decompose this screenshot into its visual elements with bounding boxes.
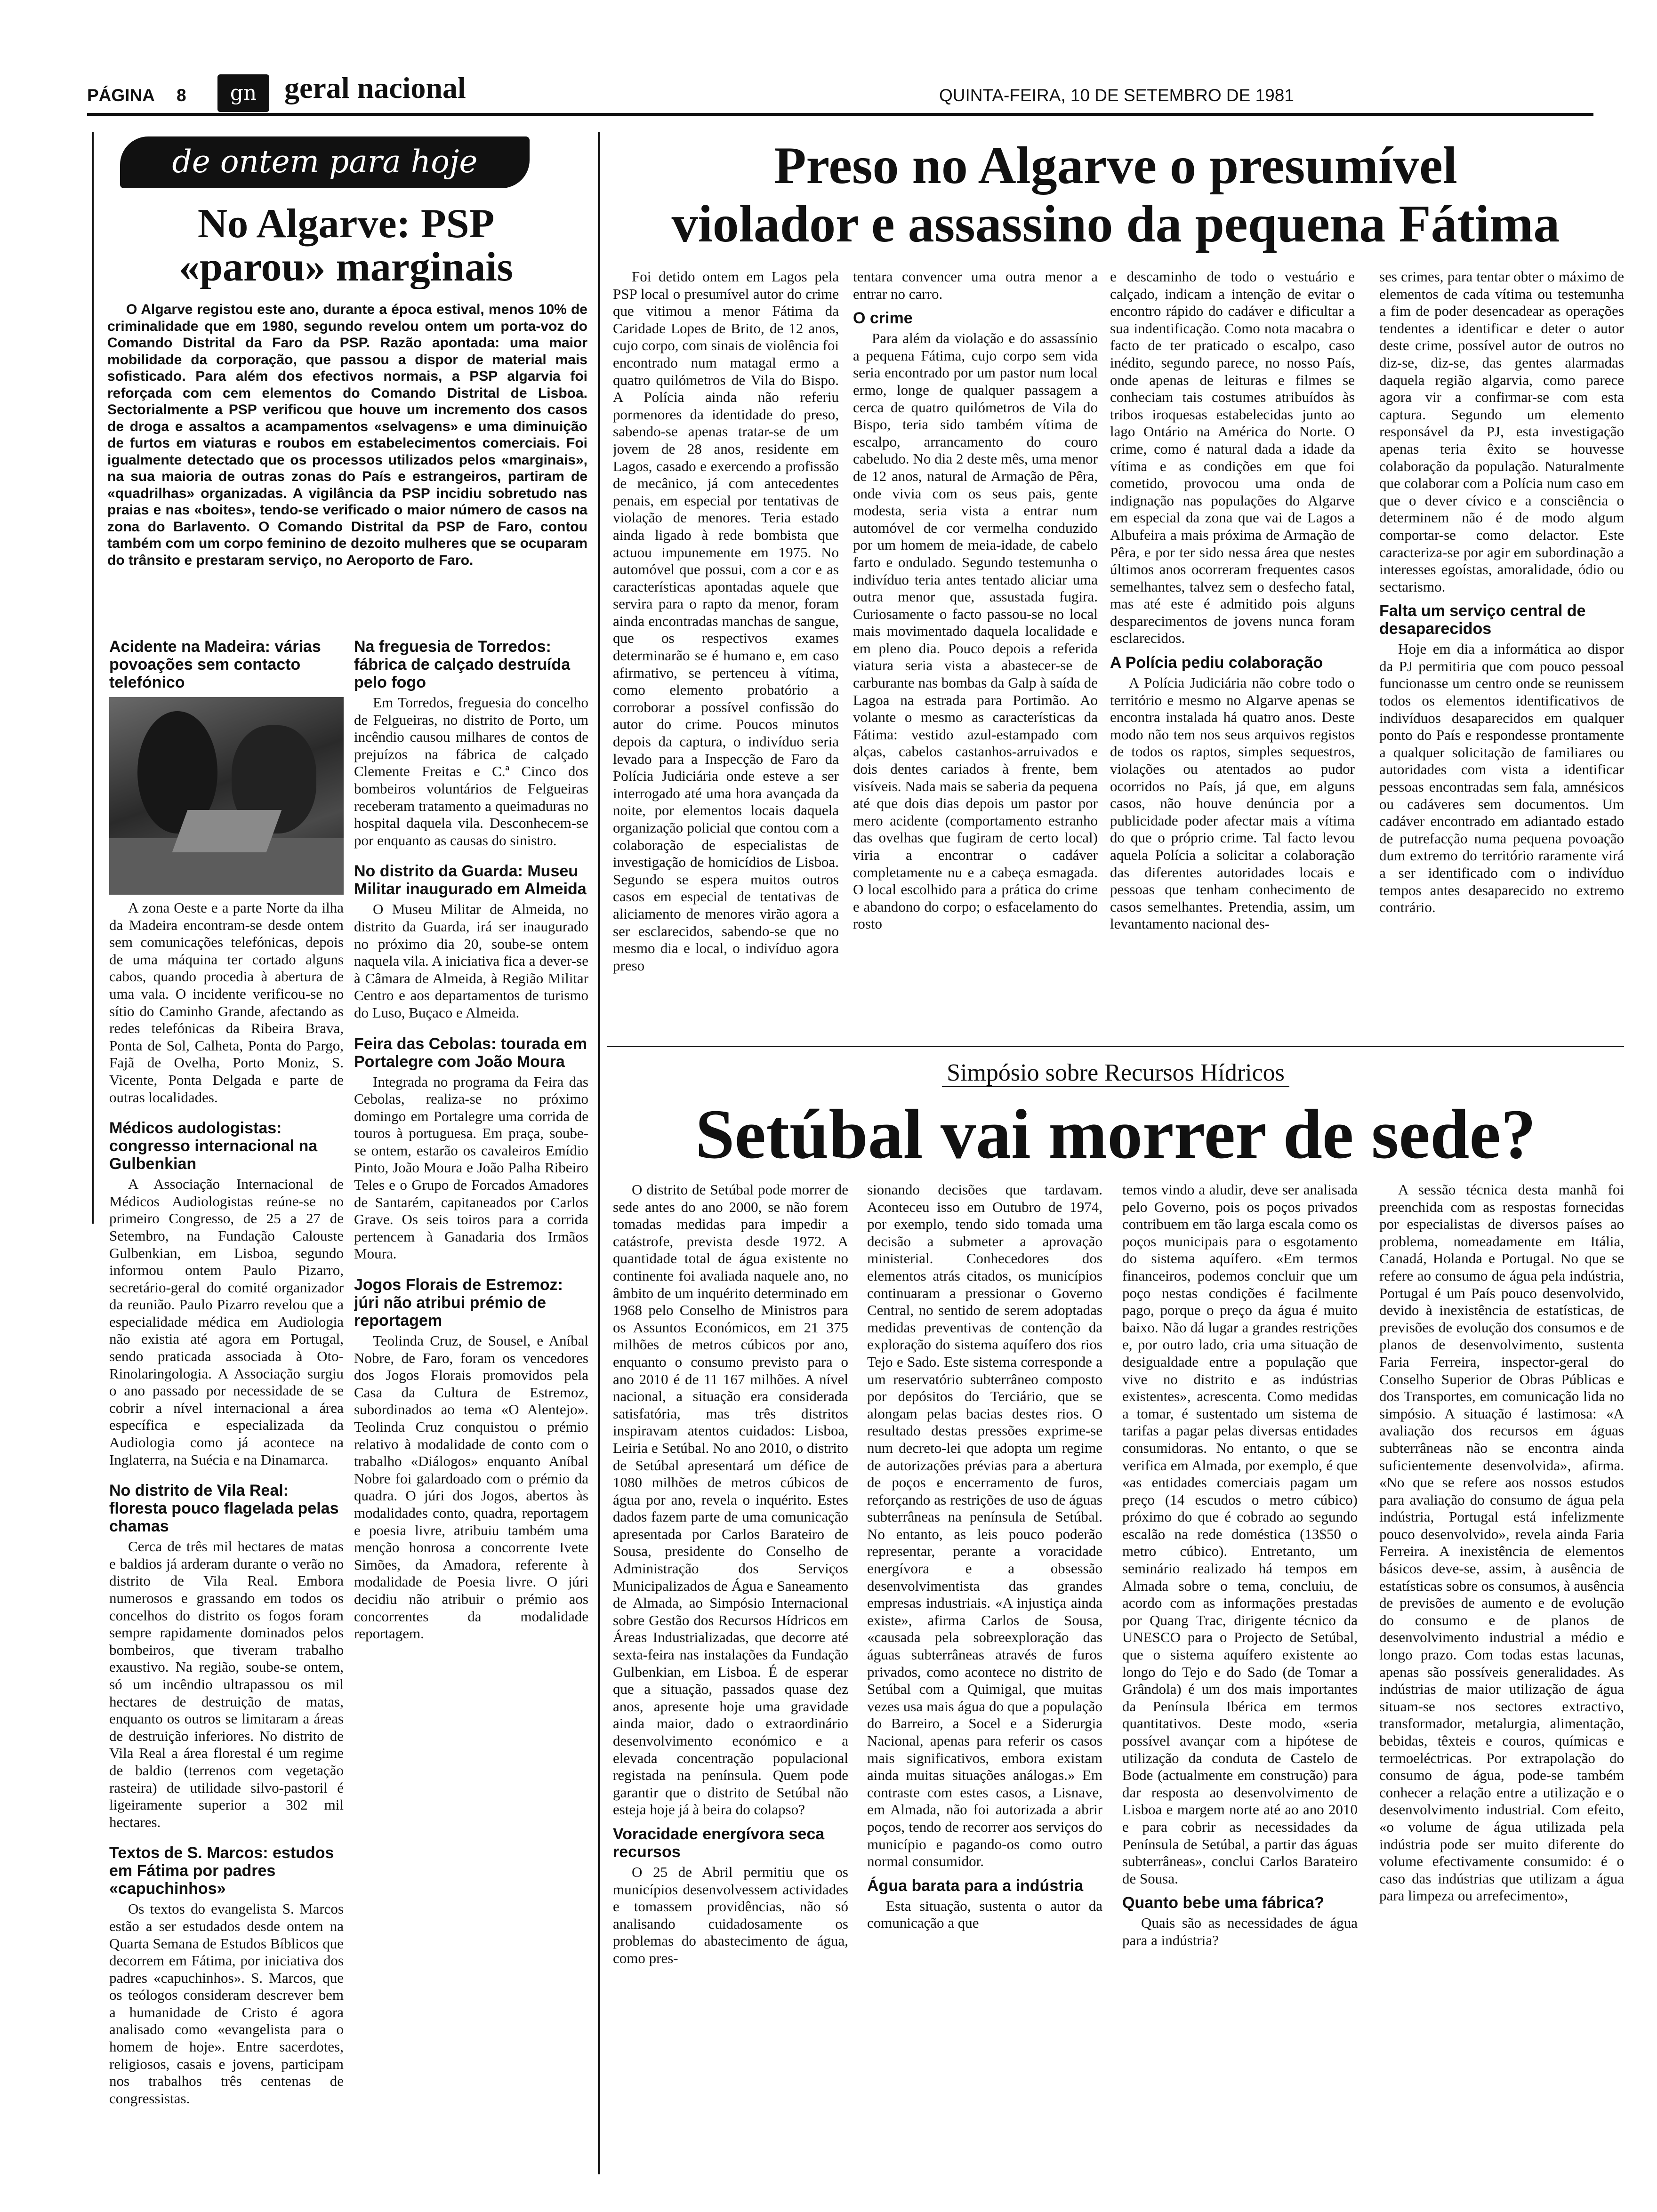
header-rule	[87, 113, 1593, 116]
guarda-title: No distrito da Guarda: Museu Militar inaugurado em Almeida	[354, 862, 587, 898]
setubal-col-3: temos vindo a aludir, deve ser analisada pelo Governo, pois os poços privados contribuem em tão larga escala como os poços municipais para o esgotamento do sistema aquífero. «Em termos financeiros, podemos concluir que um poço nestas condições é facilmente pago, porque o preço da água é muito baixo. Não dá lugar a grandes restrições e, por outro lado, cria uma situação de desigualdade entre a população que vive no distrito e as indústrias existentes», acrescenta. Como medidas a tomar, é sustentado um sistema de tarifas a pagar pelas diversas entidades consumidoras. No entanto, o que se verifica em Almada, por exemplo, é que «as entidades comerciais pagam um preço (14 escudos o metro cúbico) próximo do que é cobrado ao segundo escalão na rede doméstica (13$50 o metro cúbico). Entretanto, um seminário realizado há tempos em Almada sobre o tema, concluiu, de acordo com as informações prestadas por Quang Trac, dirigente técnico da UNESCO para o Projecto de Setúbal, que o sistema aquífero existente ao longo do Tejo e do Sado (de Tomar a Grândola) é um dos mais importantes da Península Ibérica em termos quantitativos. Deste modo, «seria possível avançar com a hipótese de utilização da conduta de Castelo de Bode (actualmente em construção) para dar resposta ao desenvolvimento de Lisboa e margem norte até ao ano 2010 e para cobrir as necessidades da Península de Setúbal, a partir das águas subterrâneas», conclui Carlos Barateiro de Sousa. Quanto bebe uma fábrica? Quais são as necessidades de água para a indústria?	[1122, 1181, 1358, 1948]
madeira-title: Acidente na Madeira: várias povoações sem contacto telefónico	[109, 638, 321, 691]
ontem-banner: de ontem para hoje	[120, 136, 530, 188]
fatima-subhead-crime: O crime	[853, 309, 913, 328]
fatima-col-3: e descaminho de todo o vestuário e calçado, indicam a intenção de evitar o encontro rápido do cadáver e dificultar a sua indentificação. Como nota macabra o facto de ter praticado o escalpo, caso inédito, segundo parece, no nosso País, onde apenas de leituras e filmes se conheciam tais costumes atribuídos às tribos iroquesas estabelecidas junto ao lago Ontário na América do Norte. O crime, como é natural dada a idade da vítima e as condições em que foi cometido, provocou uma onda de indignação nas populações do Algarve em especial da zona que vai de Lagos a Albufeira a mais próxima de Armação de Pêra, e por ter sido nessa área que nestes últimos anos ocorreram frequentes casos semelhantes, talvez sem o desfecho fatal, mas até este é admitido pois alguns desparecimentos de jovens nunca foram esclarecidos. A Polícia pediu colaboração A Polícia Judiciária não cobre todo o território e mesmo no Algarve apenas se encontra instalada há quatro anos. Deste modo não tem nos seus arquivos registos de todos os raptos, simples sequestros, violações ou atentados ao pudor ocorridos no País, já que, em alguns casos, não houve denúncia por a publicidade poder afectar mais a vítima do que o próprio crime. Tal facto levou aquela Polícia a solicitar a colaboração das diferentes autoridades locais e pessoas que tenham conhecimento de casos semelhantes. Pretendia, assim, um levantamento nacional des-	[1110, 268, 1355, 932]
madeira-photo	[109, 697, 344, 895]
medicos-title: Médicos audologistas: congresso internacional na Gulbenkian	[109, 1119, 318, 1173]
setubal-subhead-agua: Água barata para a indústria	[867, 1876, 1084, 1895]
fatima-col-4: ses crimes, para tentar obter o máximo de elementos de cada vítima ou testemunha a fim de poder desencadear as operações tendentes a identificar e deter o autor deste crime, possível autor de outros no diz-se, diz-se, das gentes alarmadas daquela região algarvia, como parece agora vir a confirmar-se com esta captura. Segundo um elemento responsável da PJ, esta investigação apenas teria êxito se houvesse colaboração da população. Naturalmente que colaborar com a Polícia num caso em que o dever cívico e a consciência o determinem não é de modo algum comportar-se como delactor. Este caracteriza-se por agir em subordinação a interesses egoístas, amoralidade, ódio ou sectarismo. Falta um serviço central de desaparecidos Hoje em dia a informática ao dispor da PJ permitiria que com pouco pessoal funcionasse um centro onde se reunissem todos os elementos identificativos de indivíduos desaparecidos em qualquer ponto do País e respondesse prontamente a qualquer solicitação de familiares ou autoridades com vista a identificar pessoas encontradas sem fala, amnésicos ou cadáveres sem documentos. Um cadáver encontrado em adiantado estado de putrefacção numa pequena povoação dum extremo do território raramente virá a ser identificado com o indivíduo tempos antes desaparecido no extremo contrário.	[1379, 268, 1624, 916]
section-logo-icon: gn	[217, 74, 269, 112]
section-title: geral nacional	[284, 71, 466, 104]
ontem-lead: O Algarve registou este ano, durante a época estival, menos 10% de criminalidade que em 1980, segundo revelou ontem um porta-voz do Comando Distrital da Faro da PSP. Razão apontada: uma maior mobilidade da corporação, que passou a dispor de material mais sofisticado. Para além dos efectivos normais, a PSP algarvia foi reforçada com cem elementos do Comando Distrital de Lisboa. Sectorialmente a PSP verificou que houve um incremento dos casos de droga e assaltos a acampamentos «selvagens» e uma diminuição de furtos em viaturas e roubos em estabelecimentos comerciais. Foi igualmente detectado que os processos utilizados pelos «marginais», na sua maioria de outras zonas do País e estrangeiros, partiram de «quadrilhas» organizadas. A vigilância da PSP incidiu sobretudo nas praias e nas «boites», tendo-se verificado o maior número de casos na zona do Barlavento. O Comando Distrital da PSP de Faro, contou também com um corpo feminino de dezoito mulheres que se ocuparam do trânsito e prestaram serviço, no Aeroporto de Faro.	[107, 302, 587, 568]
marcos-title: Textos de S. Marcos: estudos em Fátima por padres «capuchinhos»	[109, 1844, 334, 1898]
ontem-col-a: Acidente na Madeira: várias povoações sem contacto telefónico A zona Oeste e a parte Norte da ilha da Madeira encontram-se desde ontem sem comunicações telefónicas, depois de uma máquina ter cortado alguns cabos, quando procedia à abertura de uma vala. O incidente verificou-se no sítio do Caminho Grande, afectando as redes telefónicas da Ribeira Brava, Ponta de Sol, Calheta, Ponta do Pargo, Fajã de Ovelha, Porto Moniz, S. Vicente, Ponta Delgada e parte de outras localidades. Médicos audologistas: congresso internacional na Gulbenkian A Associação Internacional de Médicos Audiologistas reúne-se no primeiro Congresso, de 25 a 27 de Setembro, na Fundação Calouste Gulbenkian, em Lisboa, segundo informou ontem Paulo Pizarro, secretário-geral do comité organizador da reunião. Paulo Pizarro revelou que a especialidade médica em Audiologia não existia até agora em Portugal, sendo praticada associada à Oto-Rinolaringologia. A Associação surgiu o ano passado por necessidade de se cobrir a nível internacional a área específica e especializada da Audiologia como já acontece na Inglaterra, na Suécia e na Dinamarca. No distrito de Vila Real: floresta pouco flagelada pelas chamas Cerca de três mil hectares de matas e baldios já arderam durante o verão no distrito de Vila Real. Embora numerosos e grassando em todos os concelhos do distrito os fogos foram sempre rapidamente dominados pelos bombeiros, que tiveram trabalho exaustivo. Na região, soube-se ontem, só um incêndio ultrapassou os mil hectares de destruição de matas, enquanto os outros se limitaram a áreas de destruição inferiores. No distrito de Vila Real a área florestal é um regime de baldio (terrenos com vegetação rasteira) de utilidade silvo-pastoril é ligeiramente superior a 302 mil hectares. Textos de S. Marcos: estudos em Fátima por padres «capuchinhos» Os textos do evangelista S. Marcos estão a ser estudados desde ontem na Quarta Semana de Estudos Bíblicos que decorrem em Fátima, por iniciativa dos padres «capuchinhos». S. Marcos, que os teólogos consideram descrever bem a humanidade de Cristo é agora analisado como «evangelista para o homem de hoje». Entre sacerdotes, religiosos, casais e jovens, participam nos trabalhos três centenas de congressistas.	[109, 638, 344, 2107]
setubal-headline: Setúbal vai morrer de sede?	[695, 1095, 1536, 1173]
fatima-headline: Preso no Algarve o presumível violador e assassino da pequena Fátima	[671, 136, 1560, 253]
torredos-title: Na freguesia de Torredos: fábrica de calçado destruída pelo fogo	[354, 638, 571, 691]
page-label: PÁGINA	[87, 86, 155, 105]
fatima-col-1: Foi detido ontem em Lagos pela PSP local o presumível autor do crime que vitimou a menor Fátima da Caridade Lopes de Brito, de 12 anos, cujo corpo, com sinais de violência foi encontrado num matagal ermo a quatro quilómetros de Vila do Bispo. A Polícia ainda não referiu pormenores da identidade do preso, sabendo-se apenas tratar-se de um jovem de 28 anos, residente em Lagos, casado e exercendo a profissão de mecânico, já com antecedentes penais, em especial por tentativas de violação de menores. Teria estado ainda ligado à rede bombista que actuou impunemente em 1975. No automóvel que possui, com a cor e as características apontadas aquele que servira para o rapto da menor, foram ainda encontradas manchas de sangue, que os respectivos exames determinarão se é humano e, em caso afirmativo, se pertenceu à vítima, como elemento probatório a corroborar a possível confissão do autor do crime. Poucos minutos depois da captura, o indivíduo seria levado para a Inspecção de Faro da Polícia Judiciária onde esteve a ser interrogado até uma hora avançada da noite, por elementos locais daquela organização policial que contou com a colaboração de especialistas de investigação de homicídios de Lisboa. Segundo se espera muitos outros casos em especial de tentativas de aliciamento de menores virão agora a ser esclarecidos, sabendo-se que no mesmo dia e local, o indivíduo agora preso	[613, 268, 839, 974]
setubal-col-2: sionando decisões que tardavam. Aconteceu isso em Outubro de 1974, por exemplo, tendo sido tomada uma decisão a submeter a aprovação ministerial. Conhecedores dos elementos atrás citados, os municípios continuaram a pressionar o Governo Central, no sentido de serem adoptadas medidas preventivas de contenção da exploração do sistema aquífero dos rios Tejo e Sado. Este sistema corresponde a um reservatório subterrâneo composto por depósitos do Terciário, que se alongam pelas bacias destes rios. O resultado destas pressões exprime-se num decreto-lei que adopta um regime de autorizações prévias para a abertura de poços e encerramento de furos, reforçando as restrições de uso de águas subterrâneas na península de Setúbal. No entanto, as leis pouco poderão representar, perante a voracidade energívora e a obsessão desenvolvimentista das grandes empresas industriais. «A injustiça ainda existe», afirma Carlos de Sousa, «causada pela sobreexploração das águas subterrâneas através de furos privados, como acontece no distrito de Setúbal com a Quimigal, que muitas vezes usa mais água do que a população do Barreiro, a Socel e a Siderurgia Nacional, apenas para referir os casos mais significativos, embora existam ainda muitas situações análogas.» Em contraste com estes casos, a Lisnave, em Almada, não foi autorizada a abrir poços, tendo de recorrer aos serviços do município e pagando-os como outro normal consumidor. Água barata para a indústria Esta situação, sustenta o autor da comunicação a que	[867, 1181, 1102, 1931]
fatima-subhead-servico: Falta um serviço central de desaparecidos	[1379, 602, 1586, 638]
page-number: 8	[177, 86, 186, 105]
setubal-kicker: Simpósio sobre Recursos Hídricos	[607, 1059, 1624, 1087]
ontem-col-b: Na freguesia de Torredos: fábrica de calçado destruída pelo fogo Em Torredos, freguesia do concelho de Felgueiras, no distrito de Porto, um incêndio causou milhares de contos de prejuízos na fábrica de calçado Clemente Freitas e C.ª Cinco dos bombeiros voluntários de Felgueiras receberam tratamento a queimaduras no hospital daquela vila. Desconhecem-se por enquanto as causas do sinistro. No distrito da Guarda: Museu Militar inaugurado em Almeida O Museu Militar de Almeida, no distrito da Guarda, irá ser inaugurado no próximo dia 20, soube-se ontem naquela vila. A iniciativa fica a dever-se à Câmara de Almeida, à Região Militar Centro e aos departamentos de turismo do Luso, Buçaco e Almeida. Feira das Cebolas: tourada em Portalegre com João Moura Integrada no programa da Feira das Cebolas, realiza-se no próximo domingo em Portalegre uma corrida de touros à portuguesa. Em praça, soube-se ontem, estarão os cavaleiros Emídio Pinto, João Moura e João Palha Ribeiro Teles e o Grupo de Forcados Amadores de Santarém, capitaneados por Carlos Grave. Os seis toiros para a corrida pertencem à Ganadaria dos Irmãos Moura. Jogos Florais de Estremoz: júri não atribui prémio de reportagem Teolinda Cruz, de Sousel, e Aníbal Nobre, de Faro, foram os vencedores dos Jogos Florais promovidos pela Casa da Cultura de Estremoz, subordinados ao tema «O Alentejo». Teolinda Cruz conquistou o prémio relativo à modalidade de conto com o trabalho «Diálogos» enquanto Aníbal Nobre foi galardoado com o prémio da quadra. O júri dos Jogos, abertos às modalidades conto, quadra, reportagem e poesia livre, atribuiu também uma menção honrosa a concorrente Ivete Simões, da Amadora, referente à modalidade de Poesia livre. O júri decidiu não atribuir o prémio aos concorrentes da modalidade reportagem.	[354, 638, 588, 1642]
ontem-box-left	[92, 132, 94, 1224]
fatima-col-2: tentara convencer uma outra menor a entrar no carro. O crime Para além da violação e do assassínio a pequena Fátima, cujo corpo sem vida seria encontrado por um pastor num local ermo, longe de qualquer passagem a cerca de quatro quilómetros de Vila do Bispo, teria sido também vítima de escalpo, arrancamento do couro cabeludo. No dia 2 deste mês, uma menor de 12 anos, natural de Armação de Pêra, onde vivia com os seus pais, gente modesta, seria vista a entrar num automóvel de cor vermelha conduzido por um homem de meia-idade, de cabelo farto e ondulado. Segundo testemunha o indivíduo teria antes tentado aliciar uma outra menor que, assustada fugira. Curiosamente o facto passou-se no local mais movimentado daquela localidade e em pleno dia. Pouco depois a referida viatura seria vista a abastecer-se de carburante nas bombas da Galp à saída de Lagoa na estrada para Portimão. Ao volante o mesmo as características da Fátima: vestido azul-estampado com alças, cabelos castanhos-arruivados e dois dentes cariados à frente, bem visíveis. Nada mais se saberia da pequena até que dois dias depois um pastor por mero acidente (comportamento estranho das ovelhas que fugiram de certo local) viria a encontrar o cadáver completamente nu e a cabeça esmagada. O local escolhido para a prática do crime e abandono do corpo; o esfacelamento do rosto	[853, 268, 1098, 932]
setubal-subhead-voracidade: Voracidade energívora seca recursos	[613, 1825, 825, 1861]
setubal-col-4: A sessão técnica desta manhã foi preenchida com as respostas fornecidas por especialistas de diversos países ao problema, nomeadamente em Itália, Canadá, Holanda e Portugal. No que se refere ao consumo de água pela indústria, Portugal é um País pouco desenvolvido, devido à inexistência de estatísticas, de previsões de evolução dos consumos e de planos de desenvolvimento, sustenta Faria Ferreira, inspector-geral do Conselho Superior de Obras Públicas e dos Transportes, em comunicação lida no simpósio. A situação é lastimosa: «A avaliação dos recursos em águas subterrâneas não se encontra ainda suficientemente desenvolvida», afirma. «No que se refere aos nossos estudos para avaliação do consumo de água pela indústria, Portugal está infelizmente pouco desenvolvido», revela ainda Faria Ferreira. A inexistência de elementos básicos deve-se, assim, à ausência de estatísticas sobre os consumos, à ausência de previsões de aumento e de evolução do consumo e de planos de desenvolvimento industrial a médio e longo prazo. Com todas estas lacunas, apenas são possíveis generalidades. As indústrias de maior utilização de água situam-se nos sectores extractivo, transformador, metalurgia, alimentação, bebidas, têxteis e couros, químicas e termoeléctricas. Por extrapolação do consumo de água, pode-se também conhecer a relação entre a utilização e o desenvolvimento industrial. Com efeito, «o volume de água utilizada pela indústria pode ser muito diferente do volume efectivamente consumido: é o caso das indústrias que utilizam a água para limpeza ou arrefecimento»,	[1379, 1181, 1624, 1904]
setubal-subhead-fabrica: Quanto bebe uma fábrica?	[1122, 1894, 1324, 1912]
fatima-subhead-policia: A Polícia pediu colaboração	[1110, 654, 1323, 672]
cebolas-title: Feira das Cebolas: tourada em Portalegre com João Moura	[354, 1034, 587, 1071]
setubal-col-1: O distrito de Setúbal pode morrer de sede antes do ano 2000, se não forem tomadas medidas para impedir a catástrofe, prevista desde 1972. A quantidade total de água existente no continente foi avaliada naquele ano, no âmbito de um inquérito determinado em 1968 pelo Conselho de Ministros para os Assuntos Económicos, em 21 375 milhões de metros cúbicos por ano, enquanto o consumo previsto para o ano 2010 é de 11 167 milhões. A nível nacional, a situação era considerada satisfatória, mas três distritos inspiravam atentos cuidados: Lisboa, Leiria e Setúbal. No ano 2010, o distrito de Setúbal apresentará um défice de 1080 milhões de metros cúbicos de água por ano, revela o inquérito. Estes dados fazem parte de uma comunicação apresentada por Carlos Barateiro de Sousa, presidente do Conselho de Administração dos Serviços Municipalizados de Água e Saneamento de Almada, ao Simpósio Internacional sobre Gestão dos Recursos Hídricos em Áreas Industrializadas, que decorre até sexta-feira nas instalações da Fundação Gulbenkian, em Lisboa. É de esperar que a situação, passados quase dez anos, apresente hoje uma gravidade ainda maior, dado o extraordinário desenvolvimento económico e a elevada concentração populacional registada na península. Quem pode garantir que o distrito de Setúbal não esteja hoje já à beira do colapso? Voracidade energívora seca recursos O 25 de Abril permitiu que os municípios desenvolvessem actividades e tomassem providências, não só analisando cuidadosamente os problemas do abastecimento de água, como pres-	[613, 1181, 848, 1966]
fatima-bottom-rule	[607, 1046, 1624, 1047]
vilareal-title: No distrito de Vila Real: floresta pouco flagelada pelas chamas	[109, 1482, 339, 1536]
issue-date: QUINTA-FEIRA, 10 DE SETEMBRO DE 1981	[939, 86, 1294, 105]
jogos-title: Jogos Florais de Estremoz: júri não atribui prémio de reportagem	[354, 1276, 563, 1330]
ontem-box-right	[598, 132, 600, 2174]
ontem-headline: No Algarve: PSP «parou» marginais	[179, 202, 513, 289]
